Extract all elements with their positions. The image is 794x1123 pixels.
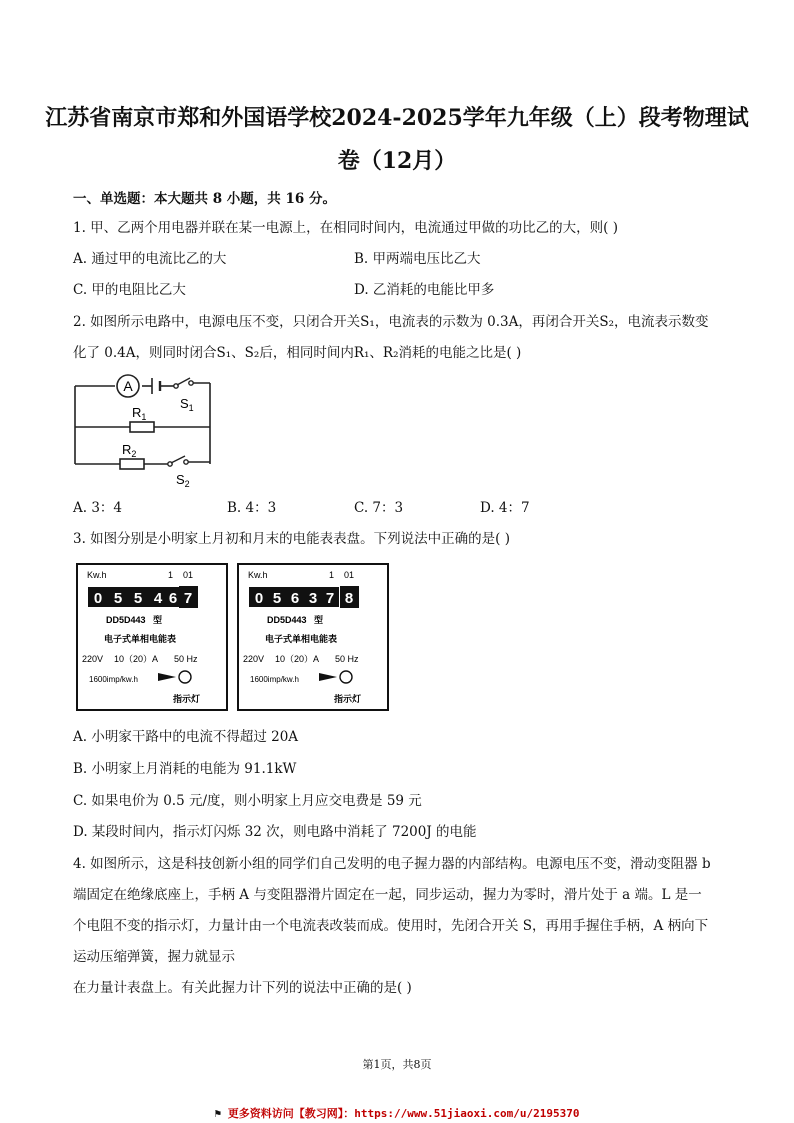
- svg-text:电子式单相电能表: 电子式单相电能表: [265, 634, 338, 644]
- q3-option-b: B. 小明家上月消耗的电能为 91.1kW: [73, 761, 297, 777]
- resource-link[interactable]: [0, 1105, 794, 1121]
- svg-text:50 Hz: 50 Hz: [335, 654, 359, 664]
- svg-text:10（20）A: 10（20）A: [275, 654, 320, 664]
- q3-option-a: A. 小明家干路中的电流不得超过 20A: [73, 729, 299, 745]
- s1-label: $S_1$: [180, 396, 194, 413]
- svg-text:Kw.h: Kw.h: [248, 570, 268, 580]
- indicator-lamp-icon: [340, 671, 352, 683]
- meter1-digit: 4: [153, 590, 163, 607]
- meter2-digit: 0: [254, 590, 264, 607]
- q3-stem: 3. 如图分别是小明家上月初和月末的电能表表盘。下列说法中正确的是( ): [73, 531, 510, 547]
- q2-stem-line1: 2. 如图所示电路中，电源电压不变，只闭合开关S₁，电流表的示数为 0.3A，再闭合开关S₂，电流表示数变: [73, 314, 709, 330]
- svg-text:指示灯: 指示灯: [173, 694, 201, 704]
- q4-line4: 运动压缩弹簧，握力就显示: [73, 949, 235, 965]
- svg-text:1600imp/kw.h: 1600imp/kw.h: [250, 675, 299, 684]
- meter2-digit: 3: [308, 590, 318, 607]
- page-title-line2: 卷（12月）: [337, 148, 457, 174]
- svg-text:10（20）A: 10（20）A: [114, 654, 159, 664]
- q3-option-d: D. 某段时间内，指示灯闪烁 32 次，则电路中消耗了 7200J 的电能: [73, 824, 477, 840]
- q2-option-b: B. 4：3: [227, 500, 277, 516]
- page-title-line1: 江苏省南京市郑和外国语学校2024-2025学年九年级（上）段考物理试: [45, 105, 749, 131]
- q1-option-d: D. 乙消耗的电能比甲多: [354, 282, 495, 298]
- meter2-digit: 5: [272, 590, 282, 607]
- q1-option-a: A. 通过甲的电流比乙的大: [73, 251, 227, 267]
- svg-text:220V: 220V: [243, 654, 265, 664]
- resistor-r2-icon: [120, 459, 144, 469]
- svg-text:1 01: 1 01: [168, 570, 194, 580]
- meter1-decimal: 7: [183, 590, 193, 607]
- meter2-digit: 6: [290, 590, 300, 607]
- q4-line5: 在力量计表盘上。有关此握力计下列的说法中正确的是( ): [73, 980, 412, 996]
- meter1-digit: 0: [93, 590, 103, 607]
- r1-label: $R_1$: [132, 405, 147, 422]
- svg-text:DD5D443 型: DD5D443 型: [106, 615, 163, 625]
- s2-label: $S_2$: [176, 472, 190, 489]
- indicator-lamp-icon: [179, 671, 191, 683]
- svg-text:DD5D443 型: DD5D443 型: [267, 615, 324, 625]
- resistor-r1-icon: [130, 422, 154, 432]
- switch-s1-icon: [174, 378, 193, 388]
- svg-text:50 Hz: 50 Hz: [174, 654, 198, 664]
- q1-stem: 1. 甲、乙两个用电器并联在某一电源上，在相同时间内，电流通过甲做的功比乙的大，则( ): [73, 220, 618, 236]
- ammeter-label: A: [123, 378, 133, 394]
- svg-text:1 01: 1 01: [329, 570, 355, 580]
- svg-text:Kw.h: Kw.h: [87, 570, 107, 580]
- q1-option-b: B. 甲两端电压比乙大: [354, 251, 481, 267]
- r2-label: $R_2$: [122, 442, 137, 459]
- switch-s2-icon: [168, 456, 188, 466]
- q4-line2: 端固定在绝缘底座上，手柄 A 与变阻器滑片固定在一起，同步运动，握力为零时，滑片处于 a 端。L 是一: [73, 887, 702, 903]
- meter1-digit: 6: [168, 590, 178, 607]
- svg-text:指示灯: 指示灯: [334, 694, 362, 704]
- flag-icon: ⚑: [214, 1107, 222, 1120]
- q2-option-a: A. 3：4: [73, 500, 123, 516]
- svg-text:电子式单相电能表: 电子式单相电能表: [104, 634, 177, 644]
- meter1-digit: 5: [113, 590, 123, 607]
- q2-option-d: D. 4：7: [480, 500, 530, 516]
- meter1-digit: 5: [133, 590, 143, 607]
- q4-line3: 个电阻不变的指示灯，力量计由一个电流表改装而成。使用时，先闭合开关 S，再用手握住手柄，A 柄向下: [73, 918, 709, 934]
- q3-option-c: C. 如果电价为 0.5 元/度，则小明家上月应交电费是 59 元: [73, 793, 422, 809]
- q2-circuit-diagram: [70, 372, 220, 490]
- q2-stem-line2: 化了 0.4A，则同时闭合S₁、S₂后，相同时间内R₁、R₂消耗的电能之比是( ): [73, 345, 522, 361]
- resource-link-text[interactable]: 更多资料访问【教习网】：https://www.51jiaoxi.com/u/2195370: [227, 1107, 580, 1120]
- section-heading: 一、单选题：本大题共 8 小题，共 16 分。: [73, 191, 336, 207]
- battery-icon: [152, 378, 160, 394]
- meter2-digit: 7: [325, 590, 335, 607]
- svg-text:220V: 220V: [82, 654, 104, 664]
- energy-meter-start: [76, 563, 228, 711]
- q1-option-c: C. 甲的电阻比乙大: [73, 282, 186, 298]
- q2-option-c: C. 7：3: [354, 500, 404, 516]
- q4-line1: 4. 如图所示，这是科技创新小组的同学们自己发明的电子握力器的内部结构。电源电压不变，滑动变阻器 b: [73, 856, 711, 872]
- meter2-decimal: 8: [344, 590, 354, 607]
- svg-text:1600imp/kw.h: 1600imp/kw.h: [89, 675, 138, 684]
- energy-meter-end: [237, 563, 389, 711]
- page-number: 第1页，共8页: [362, 1058, 432, 1071]
